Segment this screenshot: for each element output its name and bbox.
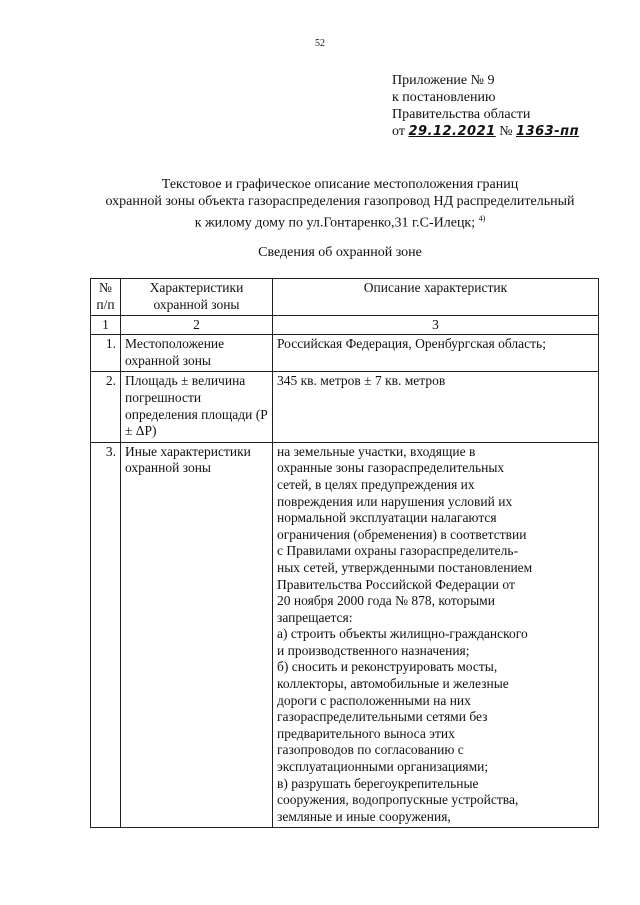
index-cell-1: 1 [91, 316, 121, 335]
title-line-3-text: к жилому дому по ул.Гонтаренко,31 г.С-Илецк; [194, 215, 476, 231]
row-characteristic: Иные характеристики охранной зоны [121, 442, 273, 828]
appendix-resolution-label: к постановлению [392, 90, 496, 105]
row-description: Российская Федерация, Оренбургская область; [273, 335, 599, 372]
title-line-3 [60, 210, 620, 232]
header-characteristic: Характеристики охранной зоны [121, 279, 273, 316]
document-title [60, 176, 620, 232]
row-characteristic: Площадь ± величина погрешности определения площади (P ± ΔP) [121, 372, 273, 442]
title-footnote: 4) [478, 214, 486, 223]
table-index-row [91, 316, 599, 335]
row-characteristic: Местоположение охранной зоны [121, 335, 273, 372]
row-description: 345 кв. метров ± 7 кв. метров [273, 372, 599, 442]
appendix-block [392, 72, 579, 140]
title-line-2: охранной зоны объекта газораспределения газопровод НД распределительный [105, 194, 575, 209]
appendix-date-line [392, 123, 579, 140]
appendix-number-prefix: № [499, 124, 513, 139]
section-title: Сведения об охранной зоне [258, 245, 422, 260]
appendix-authority: Правительства области [392, 107, 531, 122]
header-num: № п/п [91, 279, 121, 316]
appendix-date-prefix: от [392, 124, 405, 139]
index-cell-2: 2 [121, 316, 273, 335]
page-number: 52 [315, 38, 325, 49]
table-row [91, 372, 599, 442]
row-num: 3. [91, 442, 121, 828]
title-line-1: Текстовое и графическое описание местоположения границ [161, 177, 519, 192]
table-row [91, 442, 599, 828]
row-num: 1. [91, 335, 121, 372]
appendix-label: Приложение № 9 [392, 73, 495, 88]
table-row [91, 335, 599, 372]
appendix-number: 1363-пп [516, 124, 580, 139]
protection-zone-table [90, 278, 599, 828]
row-description: на земельные участки, входящие в охранные зоны газораспределительных сетей, в целях предупреждения их повреждения или нарушения условий их нормальной эксплуатации налагаются ограничения (обременения) в соответствии с Правилами охраны газораспределитель- ных сетей, утвержденными постановлением Правительства Российской Федерации от 20 ноября 2000 года № 878, которыми запрещается: а) строить объекты жилищно-гражданского и производственного назначения; б) сносить и реконструировать мосты, коллекторы, автомобильные и железные дороги с расположенными на них газораспределительными сетями без предварительного выноса этих газопроводов по согласованию с эксплуатационными организациями; в) разрушать берегоукрепительные сооружения, водопропускные устройства, земляные и иные сооружения, [273, 442, 599, 828]
appendix-date: 29.12.2021 [408, 124, 496, 139]
row-num: 2. [91, 372, 121, 442]
index-cell-3: 3 [273, 316, 599, 335]
header-description: Описание характеристик [273, 279, 599, 316]
table-header-row [91, 279, 599, 316]
